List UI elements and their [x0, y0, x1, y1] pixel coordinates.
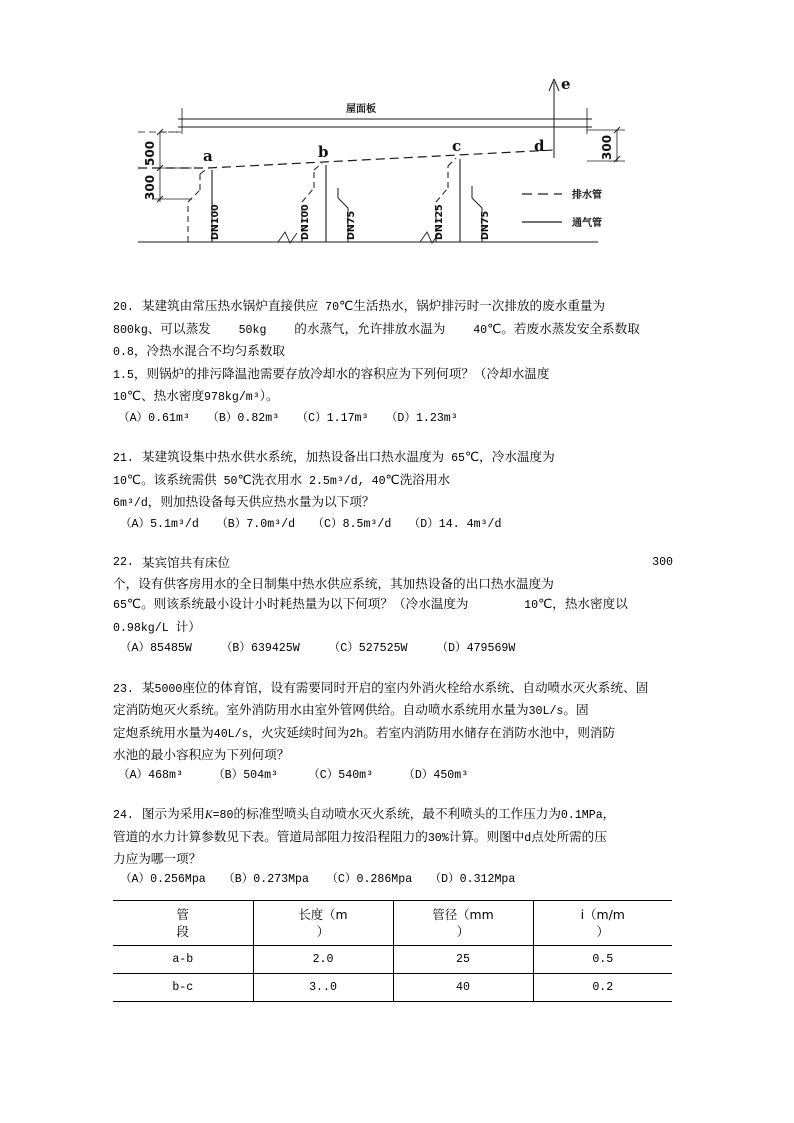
text-run: 10 [113, 474, 127, 488]
text-run: ，火灾延续时间为 [248, 724, 350, 740]
text-run: ，冷热水混合不均匀系数取 [133, 343, 285, 358]
question-line [113, 341, 673, 364]
text-run: 1.5 [113, 368, 134, 382]
text-run: 某建筑设集中热水供水系统，加热设备出口热水温度为 [133, 449, 445, 464]
question-line [113, 386, 673, 409]
text-run: 21. [113, 452, 134, 465]
table-cell: 0.5 [533, 946, 672, 974]
text-run: 6m³/d [113, 497, 148, 510]
text-run: 30L/s [528, 705, 564, 718]
text-run: ℃、热水密度 [126, 388, 205, 403]
question-22-options: （A）85485W （B）639425W （C）527525W （D）479569W [113, 642, 516, 655]
text-run: ℃。该系统需供 [126, 471, 217, 487]
header-main: 管 [176, 907, 189, 922]
question-line [113, 700, 673, 723]
text-run: d [524, 831, 532, 845]
table-header-cell [113, 901, 253, 946]
text-run: 5000 [154, 682, 183, 696]
text-run: 22. [113, 556, 134, 569]
table-cell: a-b [113, 946, 253, 974]
text-run: 40 [445, 323, 488, 337]
figure-point-d: d [534, 137, 545, 155]
text-run: 点处所需的压 [531, 828, 607, 844]
text-run: 水池的最小容积应为下列何项？ [113, 747, 290, 762]
figure-legend-label-drainage: 排水管 [572, 190, 602, 201]
text-run: 0.1MPa [560, 809, 603, 822]
text-run: 2.5m³/d, 40 [302, 474, 386, 488]
question-20-options: （A）0.61m³ （B）0.82m³ （C）1.17m³ （D）1.23m³ [118, 411, 458, 425]
header-main: 管径（mm [432, 907, 494, 922]
text-run: 70 [318, 301, 340, 314]
text-run: 23. [113, 682, 134, 696]
question-line [113, 296, 673, 319]
figure-dim-left-upper: 500 [143, 140, 157, 166]
text-run: 个，设有供客房用水的全日制集中热水供应系统，其加热设备的出口热水温度为 [113, 575, 554, 591]
text-run: 10 [468, 599, 539, 612]
question-22 [113, 553, 673, 660]
table-row [113, 946, 672, 974]
text-run: ℃。则该系统最小设计小时耗热量为以下何项？（冷水温度为 [126, 596, 469, 611]
figure-point-c: c [452, 137, 462, 155]
text-run: 定炮系统用水量为 [113, 724, 214, 740]
question-20-body [113, 296, 673, 409]
text-run: ℃洗浴用水 [385, 471, 451, 487]
text-run: 50kg [210, 323, 295, 337]
text-run: 座位的体育馆，设有需要同时开启的室内外消火栓给水系统、自动喷水灭火系统、固 [182, 679, 649, 695]
header-second: ） [596, 924, 609, 939]
table-header-cell [253, 901, 393, 946]
question-24-options: （A）0.256Mpa （B）0.273Mpa （C）0.286Mpa （D）0.312Mpa [113, 872, 516, 886]
header-second: 段 [176, 924, 189, 939]
text-run: ℃生活热水，锅炉排污时一次排放的废水重量为 [339, 298, 606, 313]
question-23-body [113, 678, 673, 766]
table-cell: 3..0 [253, 974, 393, 1002]
text-run: 。固 [563, 702, 589, 717]
text-run: 计算。则图中 [448, 828, 525, 844]
text-run: 0.8 [113, 346, 134, 359]
header-main: 长度（m [298, 907, 348, 922]
question-line [113, 574, 673, 595]
question-21-options: （A）5.1m³/d （B）7.0m³/d （C）8.5m³/d （D）14. 4m³/d [113, 517, 502, 531]
question-line [113, 745, 673, 766]
text-run: ，则加热设备每天供应热水量为以下项？ [147, 494, 375, 509]
text-run: 40L/s [213, 727, 249, 741]
question-22-body [113, 553, 673, 639]
text-run: 。若室内消防用水储存在消防水池中，则消防 [363, 724, 616, 740]
table-header-cell [393, 901, 533, 946]
text-run: ℃，冷水温度为 [465, 449, 555, 464]
figure-dim-left-lower: 300 [143, 174, 157, 200]
table-cell: 2.0 [253, 946, 393, 974]
text-run: 2h [349, 727, 364, 741]
text-run: ， [602, 806, 616, 821]
text-run: 300 [652, 556, 673, 569]
figure-point-b: b [318, 143, 329, 161]
question-line [113, 492, 673, 515]
text-run: 800kg [113, 323, 148, 337]
text-run: 50 [216, 474, 238, 488]
question-line [113, 470, 673, 493]
table-row [113, 974, 672, 1002]
header-second: ） [456, 924, 470, 939]
question-24-body [113, 804, 673, 870]
table-header-row [113, 901, 672, 946]
table-header-cell [533, 901, 672, 946]
figure-pipe-label-dn100-a: DN100 [210, 204, 221, 240]
question-23 [113, 678, 673, 787]
question-line [113, 553, 673, 574]
figure-point-a: a [203, 147, 213, 165]
text-run: ℃洗衣用水 [237, 471, 303, 487]
text-run: ，则锅炉的排污降温池需要存放冷却水的容积应为下列何项？（冷却水温度 [133, 365, 550, 381]
question-23-options: （A）468m³ （B）504m³ （C）540m³ （D）450m³ [118, 768, 469, 782]
text-run: 20. [113, 301, 134, 314]
text-run: ）。 [259, 388, 279, 403]
question-line [113, 617, 673, 640]
figure-pipe-label-dn100-b: DN100 [300, 204, 311, 240]
figure-point-e: e [561, 75, 571, 93]
figure-pipe-label-dn125-c: DN125 [434, 204, 445, 240]
question-line [113, 319, 673, 342]
text-run: 10 [113, 391, 127, 404]
figure-legend-label-vent: 通气管 [572, 218, 602, 229]
header-main: i（m/m [580, 907, 625, 922]
text-run: 0.98kg/L [113, 621, 176, 635]
line-spacer [230, 553, 652, 574]
questions-container [113, 296, 673, 905]
question-line [113, 594, 673, 617]
question-line [113, 804, 673, 827]
question-line [113, 849, 673, 870]
text-run: 计） [175, 618, 201, 634]
figure-pipe-label-dn75-b: DN75 [346, 210, 357, 240]
question-24 [113, 804, 673, 890]
table-cell: 40 [393, 974, 533, 1002]
text-run: 30% [427, 831, 449, 845]
question-line [113, 447, 673, 470]
header-second: ） [316, 924, 330, 939]
figure-dim-right: 300 [600, 134, 614, 160]
question-line [113, 678, 673, 701]
figure-roof-slab-label: 屋面板 [346, 104, 376, 115]
question-line [113, 723, 673, 746]
question-line [113, 364, 673, 387]
text-run: 的水蒸气，允许排放水温为 [294, 320, 446, 336]
text-run: 65 [113, 599, 127, 612]
text-run: 978kg/m³ [204, 391, 260, 404]
text-run: 某建筑由常压热水锅炉直接供应 [133, 298, 319, 313]
text-run: 、可以蒸发 [147, 320, 211, 336]
question-line [113, 827, 673, 850]
text-run: =80 [212, 809, 234, 822]
table-cell: 0.2 [533, 974, 672, 1002]
text-run: ℃，热水密度以 [538, 596, 628, 611]
text-run: 某宾馆共有床位 [133, 555, 231, 570]
drainage-vent-diagram [130, 62, 690, 267]
table-cell: 25 [393, 946, 533, 974]
text-run: ℃。若废水蒸发安全系数取 [487, 320, 640, 336]
question-20 [113, 296, 673, 429]
question-21-body [113, 447, 673, 515]
figure-pipe-label-dn75-c: DN75 [480, 210, 491, 240]
text-run: 24. [113, 809, 134, 822]
text-run: K [204, 808, 213, 821]
hydraulic-parameters-table [113, 900, 672, 1002]
hydraulic-parameters-table-wrapper [113, 900, 672, 1002]
text-run: 管道的水力计算参数见下表。管道局部阻力按沿程阻力的 [113, 828, 428, 844]
table-cell: b-c [113, 974, 253, 1002]
text-run: 的标准型喷头自动喷水灭火系统，最不利喷头的工作压力为 [233, 806, 561, 821]
text-run: 65 [444, 452, 466, 465]
text-run: 图示为采用 [133, 806, 205, 821]
question-21 [113, 447, 673, 535]
text-run: 力应为哪一项？ [113, 851, 202, 866]
text-run: 定消防炮灭火系统。室外消防用水由室外管网供给。自动喷水系统用水量为 [113, 702, 529, 717]
text-run: 某 [133, 679, 155, 695]
